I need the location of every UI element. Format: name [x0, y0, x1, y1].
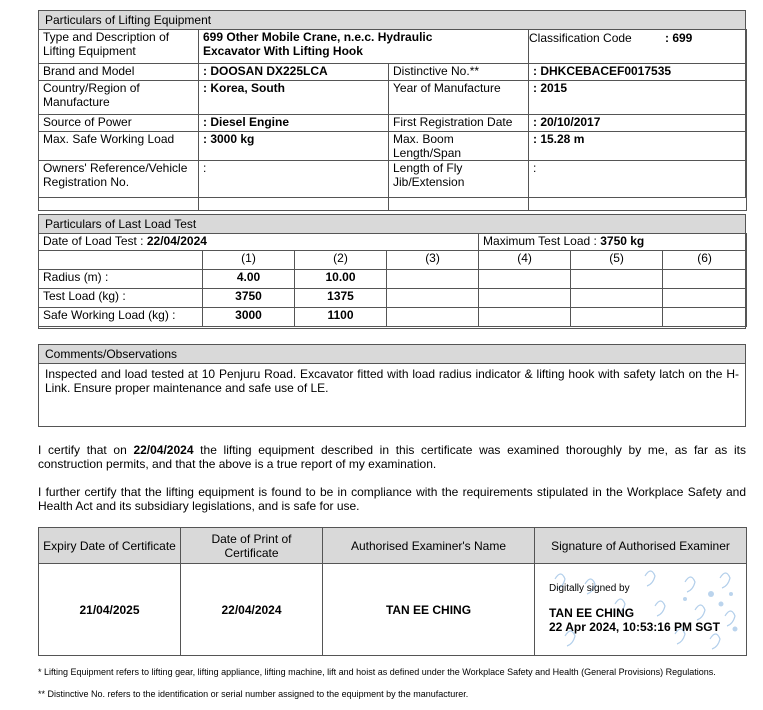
col-header: (6): [663, 251, 747, 270]
certify-paragraph-2: I further certify that the lifting equipment is found to be in compliance with the requirements stipulated in the Workplace Safety and Health Act and its subsidiary legislations, and is safe for use.: [38, 485, 746, 513]
equipment-header: Particulars of Lifting Equipment: [39, 11, 745, 30]
comments-section: [38, 344, 746, 427]
swl-label: Max. Safe Working Load: [39, 132, 199, 161]
certify-date: 22/04/2024: [133, 443, 194, 457]
equipment-section: [38, 10, 746, 198]
cell: 1100: [295, 308, 387, 327]
boom-value: : 15.28 m: [529, 132, 747, 161]
row-label: Test Load (kg) :: [39, 289, 203, 308]
col-header: (3): [387, 251, 479, 270]
table-row: [39, 308, 747, 327]
year-label: Year of Manufacture: [389, 81, 529, 115]
max-load-label: Maximum Test Load :: [483, 234, 601, 248]
year-value: : 2015: [529, 81, 747, 115]
cell: [479, 308, 571, 327]
cell: [479, 270, 571, 289]
cell: [387, 308, 479, 327]
footnote-2: ** Distinctive No. refers to the identification or serial number assigned to the equipment by the manufacturer.: [38, 689, 469, 699]
col-header: (5): [571, 251, 663, 270]
firstreg-value: : 20/10/2017: [529, 115, 747, 132]
examiner-name: TAN EE CHING: [323, 564, 535, 656]
type-label: Type and Description of Lifting Equipment: [39, 30, 199, 64]
cell: 10.00: [295, 270, 387, 289]
cell: [387, 270, 479, 289]
signature-cell: [535, 564, 747, 656]
power-value: : Diesel Engine: [199, 115, 389, 132]
signoff-table: [38, 527, 747, 656]
cell: 1375: [295, 289, 387, 308]
col-header: (2): [295, 251, 387, 270]
expiry-date: 21/04/2025: [39, 564, 181, 656]
country-value: : Korea, South: [199, 81, 389, 115]
certify-text: the lifting equipment described in this certificate was examined thoroughly by me, as far as its construction permits, and that the above is a true report of my examination.: [38, 443, 746, 471]
jib-value: :: [529, 161, 747, 211]
brand-value: : DOOSAN DX225LCA: [199, 64, 389, 81]
distinct-label: Distinctive No.**: [389, 64, 529, 81]
loadtest-section: [38, 214, 746, 329]
cell: [663, 289, 747, 308]
class-value: : 699: [665, 31, 693, 45]
max-load-value: 3750 kg: [600, 234, 645, 248]
expiry-header: Expiry Date of Certificate: [39, 528, 181, 564]
print-header: Date of Print of Certificate: [181, 528, 323, 564]
owners-value: :: [199, 161, 389, 211]
cell: [571, 270, 663, 289]
power-label: Source of Power: [39, 115, 199, 132]
cell: 3750: [203, 289, 295, 308]
loadtest-date-value: 22/04/2024: [146, 234, 207, 248]
comments-header: Comments/Observations: [39, 345, 745, 364]
brand-label: Brand and Model: [39, 64, 199, 81]
print-date: 22/04/2024: [181, 564, 323, 656]
boom-label: Max. Boom Length/Span: [389, 132, 529, 161]
row-label: Safe Working Load (kg) :: [39, 308, 203, 327]
cell: [663, 308, 747, 327]
type-value: 699 Other Mobile Crane, n.e.c. Hydraulic Excavator With Lifting Hook: [203, 30, 433, 58]
table-row: [39, 270, 747, 289]
cell: [571, 289, 663, 308]
loadtest-date-label: Date of Load Test :: [43, 234, 147, 248]
class-label: Classification Code: [529, 31, 632, 45]
loadtest-column-headers: [39, 251, 747, 270]
owners-label: Owners' Reference/Vehicle Registration No.: [39, 161, 199, 211]
certify-text: I certify that on: [38, 443, 134, 457]
equipment-table: [38, 29, 747, 211]
sig-name: TAN EE CHING: [549, 606, 635, 620]
country-label: Country/Region of Manufacture: [39, 81, 199, 115]
distinct-value: : DHKCEBACEF0017535: [529, 64, 747, 81]
cell: [571, 308, 663, 327]
col-header: (1): [203, 251, 295, 270]
cell: [663, 270, 747, 289]
comments-text: Inspected and load tested at 10 Penjuru Road. Excavator fitted with load radius indicator & lifting hook with safety latch on the H-Link. Ensure proper maintenance and safe use of LE.: [45, 367, 739, 395]
col-header: (4): [479, 251, 571, 270]
row-label: Radius (m) :: [39, 270, 203, 289]
examiner-name-header: Authorised Examiner's Name: [323, 528, 535, 564]
cell: 4.00: [203, 270, 295, 289]
loadtest-table: [38, 233, 747, 327]
sig-timestamp: 22 Apr 2024, 10:53:16 PM SGT: [549, 620, 720, 634]
table-row: [39, 289, 747, 308]
cell: 3000: [203, 308, 295, 327]
firstreg-label: First Registration Date: [389, 115, 529, 132]
footnote-1: * Lifting Equipment refers to lifting gear, lifting appliance, lifting machine, lift and hoist as defined under the Workplace Safety and Health (General Provisions) Regulations.: [38, 667, 716, 677]
signoff-section: [38, 527, 746, 655]
loadtest-header: Particulars of Last Load Test: [39, 215, 745, 234]
cell: [479, 289, 571, 308]
sig-digitally-signed: Digitally signed by: [549, 583, 630, 594]
cell: [387, 289, 479, 308]
swl-value: : 3000 kg: [199, 132, 389, 161]
signature-header: Signature of Authorised Examiner: [535, 528, 747, 564]
jib-label: Length of Fly Jib/Extension: [389, 161, 529, 211]
certify-paragraph-1: [38, 443, 746, 471]
